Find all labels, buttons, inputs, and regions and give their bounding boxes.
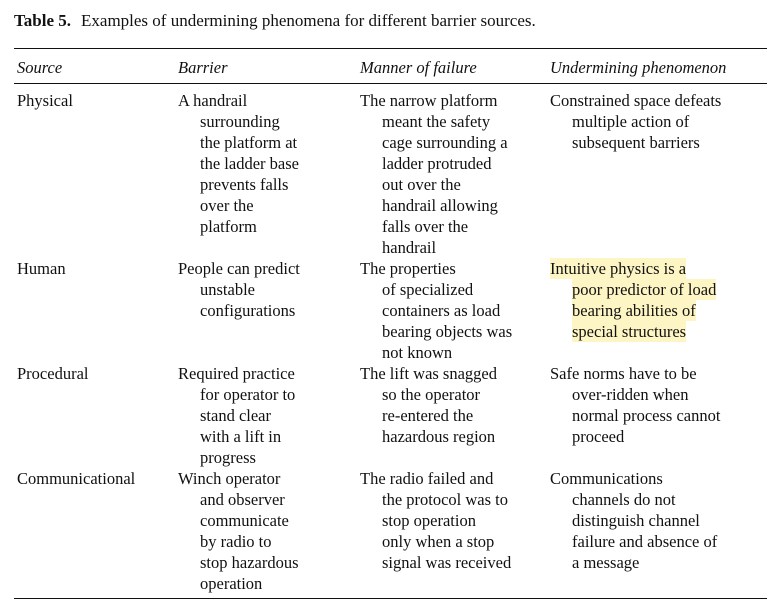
header-undermining-phenomenon: Undermining phenomenon <box>550 58 727 77</box>
cell-line: with a lift in <box>200 427 282 446</box>
cell-undermining-phenomenon <box>550 468 717 573</box>
cell-line: over the <box>200 196 254 215</box>
cell-line: not known <box>382 343 453 362</box>
cell-line: and observer <box>200 490 285 509</box>
cell-line: multiple action of <box>572 112 690 131</box>
table-top-rule <box>14 48 767 49</box>
cell-line: Communicational <box>17 469 136 488</box>
cell-line: The narrow platform <box>360 91 498 110</box>
cell-line: handrail <box>382 238 437 257</box>
cell-line: cage surrounding a <box>382 133 508 152</box>
cell-line: communicate <box>200 511 289 530</box>
cell-line: containers as load <box>382 301 501 320</box>
cell-line: only when a stop <box>382 532 495 551</box>
cell-line: ladder protruded <box>382 154 492 173</box>
table-header-rule <box>14 83 767 84</box>
cell-manner-of-failure <box>360 468 511 573</box>
table-bottom-rule <box>14 598 767 599</box>
cell-line: normal process cannot <box>572 406 721 425</box>
table-caption <box>14 11 536 31</box>
cell-manner-of-failure <box>360 258 512 363</box>
cell-line: of specialized <box>382 280 474 299</box>
cell-line: Required practice <box>178 364 295 383</box>
cell-source <box>17 468 135 489</box>
cell-barrier <box>178 363 295 468</box>
cell-source <box>17 258 66 279</box>
table-caption-text: Examples of undermining phenomena for different barrier sources. <box>81 11 536 30</box>
cell-line: poor predictor of load <box>572 280 717 299</box>
cell-line: Human <box>17 259 66 278</box>
cell-line: channels do not <box>572 490 676 509</box>
cell-line: stop hazardous <box>200 553 299 572</box>
cell-line: so the operator <box>382 385 481 404</box>
cell-barrier <box>178 468 299 594</box>
cell-line: prevents falls <box>200 175 289 194</box>
header-manner-of-failure: Manner of failure <box>360 58 477 77</box>
cell-line: The properties <box>360 259 456 278</box>
cell-line: Winch operator <box>178 469 281 488</box>
cell-line: stand clear <box>200 406 272 425</box>
cell-line: for operator to <box>200 385 296 404</box>
cell-source <box>17 363 88 384</box>
cell-line: bearing abilities of <box>572 301 696 320</box>
header-source: Source <box>17 58 63 77</box>
cell-line: unstable <box>200 280 255 299</box>
cell-line: surrounding <box>200 112 280 131</box>
cell-line: by radio to <box>200 532 272 551</box>
cell-line: The lift was snagged <box>360 364 498 383</box>
cell-line: progress <box>200 448 256 467</box>
table-caption-label: Table 5. <box>14 11 72 30</box>
cell-line: the protocol was to <box>382 490 509 509</box>
cell-line: The radio failed and <box>360 469 494 488</box>
cell-line: hazardous region <box>382 427 496 446</box>
cell-line: platform <box>200 217 257 236</box>
cell-line: distinguish channel <box>572 511 700 530</box>
cell-line: subsequent barriers <box>572 133 700 152</box>
cell-undermining-phenomenon <box>550 258 716 342</box>
cell-barrier <box>178 258 300 321</box>
cell-line: A handrail <box>178 91 248 110</box>
cell-manner-of-failure <box>360 90 508 258</box>
cell-line: Intuitive physics is a <box>550 259 687 278</box>
cell-line: Procedural <box>17 364 89 383</box>
cell-source <box>17 90 73 111</box>
cell-line: the ladder base <box>200 154 299 173</box>
cell-line: special structures <box>572 322 687 341</box>
header-barrier: Barrier <box>178 58 228 77</box>
cell-line: falls over the <box>382 217 469 236</box>
cell-line: out over the <box>382 175 461 194</box>
cell-line: Constrained space defeats <box>550 91 722 110</box>
cell-line: Physical <box>17 91 73 110</box>
cell-line: over-ridden when <box>572 385 689 404</box>
cell-line: configurations <box>200 301 296 320</box>
cell-line: Safe norms have to be <box>550 364 697 383</box>
cell-line: signal was received <box>382 553 512 572</box>
cell-line: the platform at <box>200 133 298 152</box>
cell-line: handrail allowing <box>382 196 498 215</box>
cell-line: failure and absence of <box>572 532 718 551</box>
cell-line: a message <box>572 553 640 572</box>
cell-undermining-phenomenon <box>550 363 720 447</box>
cell-line: Communications <box>550 469 663 488</box>
cell-barrier <box>178 90 299 237</box>
cell-undermining-phenomenon <box>550 90 721 153</box>
cell-line: operation <box>200 574 263 593</box>
cell-line: bearing objects was <box>382 322 513 341</box>
cell-line: stop operation <box>382 511 476 530</box>
cell-line: proceed <box>572 427 625 446</box>
cell-line: re-entered the <box>382 406 474 425</box>
cell-line: meant the safety <box>382 112 491 131</box>
cell-line: People can predict <box>178 259 300 278</box>
cell-manner-of-failure <box>360 363 497 447</box>
